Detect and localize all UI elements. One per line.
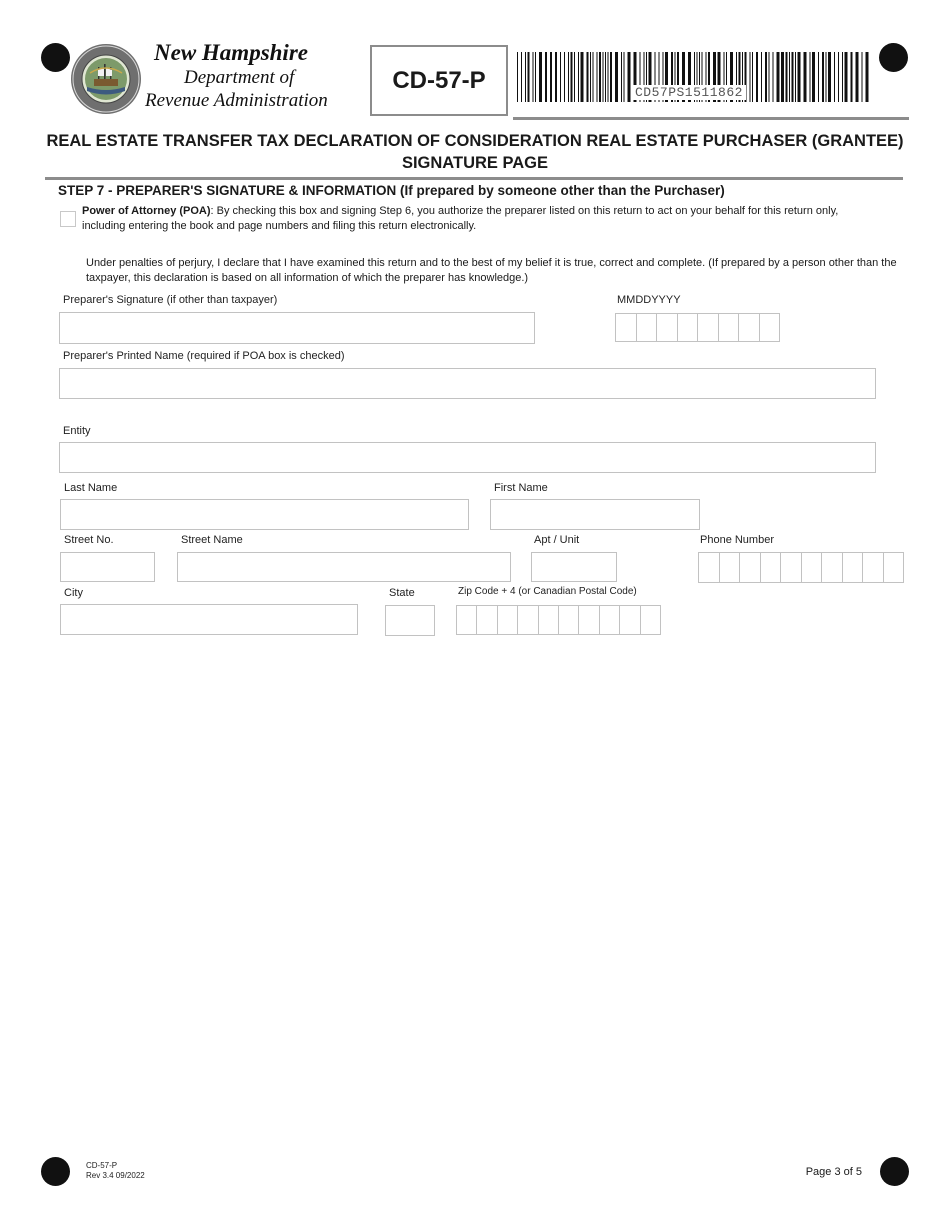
- char-cell[interactable]: [842, 552, 864, 583]
- char-cell[interactable]: [599, 605, 620, 635]
- barcode-bar: [842, 52, 843, 102]
- char-cell[interactable]: [517, 605, 538, 635]
- last-name-field[interactable]: [60, 499, 469, 530]
- barcode-bar: [517, 52, 518, 102]
- barcode-bar: [560, 52, 561, 102]
- barcode-bar: [804, 52, 807, 102]
- perjury-declaration: Under penalties of perjury, I declare that I have examined this return and to the best of my belief it is true, correct and complete. (If prepared by a person other than the taxpayer, this declaration is based on all information of which the preparer has knowledge.): [86, 257, 897, 284]
- char-cell[interactable]: [821, 552, 843, 583]
- zip-field[interactable]: [456, 605, 661, 635]
- preparer-name-field[interactable]: [59, 368, 876, 399]
- barcode-bar: [826, 52, 827, 102]
- barcode-bar: [521, 52, 522, 102]
- barcode-bar: [603, 52, 604, 102]
- barcode-bar: [792, 52, 794, 102]
- barcode-bar: [750, 52, 751, 102]
- barcode-bar: [550, 52, 552, 102]
- barcode-bar: [818, 52, 819, 102]
- barcode-bar: [822, 52, 824, 102]
- entity-label: Entity: [63, 425, 91, 437]
- page-title-line1: REAL ESTATE TRANSFER TAX DECLARATION OF CONSIDERATION REAL ESTATE PURCHASER (GRANTEE): [46, 132, 904, 150]
- barcode-bar: [777, 52, 780, 102]
- barcode-bar: [599, 52, 601, 102]
- barcode-bar: [834, 52, 835, 102]
- state-seal-icon: [70, 43, 142, 115]
- barcode-bar: [856, 52, 859, 102]
- registration-mark-top-left: [41, 43, 70, 72]
- date-field[interactable]: [615, 313, 780, 342]
- barcode-bar: [545, 52, 547, 102]
- char-cell[interactable]: [698, 552, 720, 583]
- char-cell[interactable]: [497, 605, 518, 635]
- barcode-bar: [628, 52, 631, 102]
- state-field[interactable]: [385, 605, 435, 636]
- step7-heading: STEP 7 - PREPARER'S SIGNATURE & INFORMATION (If prepared by someone other than the Purchaser): [58, 183, 725, 198]
- footer-revision: Rev 3.4 09/2022: [86, 1171, 145, 1180]
- char-cell[interactable]: [738, 313, 760, 342]
- barcode-bar: [769, 52, 770, 102]
- char-cell[interactable]: [718, 313, 740, 342]
- barcode-bar: [789, 52, 790, 102]
- title-rule: [45, 177, 903, 180]
- barcode-bar: [828, 52, 831, 102]
- char-cell[interactable]: [558, 605, 579, 635]
- barcode-bar: [587, 52, 589, 102]
- poa-checkbox[interactable]: [60, 211, 76, 227]
- char-cell[interactable]: [538, 605, 559, 635]
- barcode-bar: [608, 52, 609, 102]
- barcode-bar: [810, 52, 811, 102]
- barcode-bar: [525, 52, 526, 102]
- barcode-bar: [761, 52, 762, 102]
- barcode-bar: [798, 52, 801, 102]
- header-rule: [513, 117, 909, 120]
- char-cell[interactable]: [456, 605, 477, 635]
- char-cell[interactable]: [759, 313, 781, 342]
- barcode-bar: [555, 52, 557, 102]
- char-cell[interactable]: [739, 552, 761, 583]
- barcode-bar: [756, 52, 758, 102]
- last-name-label: Last Name: [64, 482, 118, 494]
- barcode-bar: [624, 52, 625, 102]
- barcode-bar: [862, 52, 863, 102]
- char-cell[interactable]: [883, 552, 905, 583]
- barcode-bar: [533, 52, 534, 102]
- barcode-bar: [605, 52, 606, 102]
- poa-label: Power of Attorney (POA): [82, 205, 211, 217]
- barcode-bar: [621, 52, 622, 102]
- barcode-bar: [786, 52, 788, 102]
- barcode-bar: [593, 52, 594, 102]
- char-cell[interactable]: [677, 313, 699, 342]
- poa-description: : By checking this box and signing Step 6, you authorize the preparer listed on this return to act on your behalf for this return only, including entering the book and page numbers and filing this return electronically.: [82, 205, 839, 232]
- phone-field[interactable]: [698, 552, 904, 583]
- char-cell[interactable]: [640, 605, 661, 635]
- preparer-signature-field[interactable]: [59, 312, 535, 344]
- char-cell[interactable]: [780, 552, 802, 583]
- barcode-bar: [568, 52, 569, 102]
- city-label: City: [64, 587, 83, 599]
- registration-mark-bottom-left: [41, 1157, 70, 1186]
- char-cell[interactable]: [697, 313, 719, 342]
- barcode-bar: [564, 52, 565, 102]
- first-name-field[interactable]: [490, 499, 700, 530]
- barcode-bar: [781, 52, 784, 102]
- apt-unit-label: Apt / Unit: [534, 534, 580, 546]
- barcode-bar: [610, 52, 612, 102]
- form-id-box: [370, 45, 508, 116]
- char-cell[interactable]: [476, 605, 497, 635]
- footer-form-info: [86, 1161, 145, 1181]
- barcode-bar: [574, 52, 575, 102]
- street-no-field[interactable]: [60, 552, 155, 582]
- page-title: [35, 130, 915, 174]
- barcode-bar: [845, 52, 848, 102]
- barcode-bar: [597, 52, 598, 102]
- phone-label: Phone Number: [700, 534, 774, 546]
- barcode-bar: [539, 52, 542, 102]
- agency-department: Department of: [184, 67, 295, 88]
- barcode-bar: [590, 52, 591, 102]
- barcode-bar: [812, 52, 815, 102]
- registration-mark-bottom-right: [880, 1157, 909, 1186]
- barcode-bar: [615, 52, 618, 102]
- barcode-bar: [765, 52, 767, 102]
- zip-label: Zip Code + 4 (or Canadian Postal Code): [458, 586, 637, 597]
- page-number: Page 3 of 5: [805, 1166, 862, 1178]
- street-name-field[interactable]: [177, 552, 511, 582]
- barcode-bar: [838, 52, 839, 102]
- char-cell[interactable]: [619, 605, 640, 635]
- char-cell[interactable]: [615, 313, 637, 342]
- street-name-label: Street Name: [181, 534, 243, 546]
- first-name-label: First Name: [494, 482, 548, 494]
- barcode-bar: [773, 52, 774, 102]
- entity-field[interactable]: [59, 442, 876, 473]
- char-cell[interactable]: [801, 552, 823, 583]
- char-cell[interactable]: [578, 605, 599, 635]
- barcode-bar: [795, 52, 796, 102]
- date-label: MMDDYYYY: [617, 294, 681, 306]
- char-cell[interactable]: [719, 552, 741, 583]
- street-no-label: Street No.: [64, 534, 114, 546]
- barcode-bar: [571, 52, 573, 102]
- char-cell[interactable]: [636, 313, 658, 342]
- barcode-bar: [535, 52, 536, 102]
- barcode-bar: [866, 52, 869, 102]
- char-cell[interactable]: [862, 552, 884, 583]
- footer-form-id: CD-57-P: [86, 1161, 118, 1170]
- preparer-signature-label: Preparer's Signature (if other than taxpayer): [63, 294, 278, 306]
- state-label: State: [389, 587, 415, 599]
- form-id: CD-57-P: [392, 66, 486, 94]
- barcode-bar: [581, 52, 584, 102]
- agency-name: New Hampshire: [154, 40, 308, 65]
- char-cell[interactable]: [760, 552, 782, 583]
- city-field[interactable]: [60, 604, 358, 635]
- barcode-bar: [528, 52, 530, 102]
- apt-unit-field[interactable]: [531, 552, 617, 582]
- preparer-name-label: Preparer's Printed Name (required if POA box is checked): [63, 350, 345, 362]
- page-title-line2: SIGNATURE PAGE: [401, 154, 549, 172]
- barcode-bar: [851, 52, 853, 102]
- registration-mark-top-right: [879, 43, 908, 72]
- barcode-bar: [752, 52, 753, 102]
- poa-text: [82, 204, 872, 234]
- barcode-text: CD57PS1511862: [632, 85, 746, 100]
- barcode-bar: [578, 52, 579, 102]
- agency-revenue-administration: Revenue Administration: [145, 90, 328, 111]
- char-cell[interactable]: [656, 313, 678, 342]
